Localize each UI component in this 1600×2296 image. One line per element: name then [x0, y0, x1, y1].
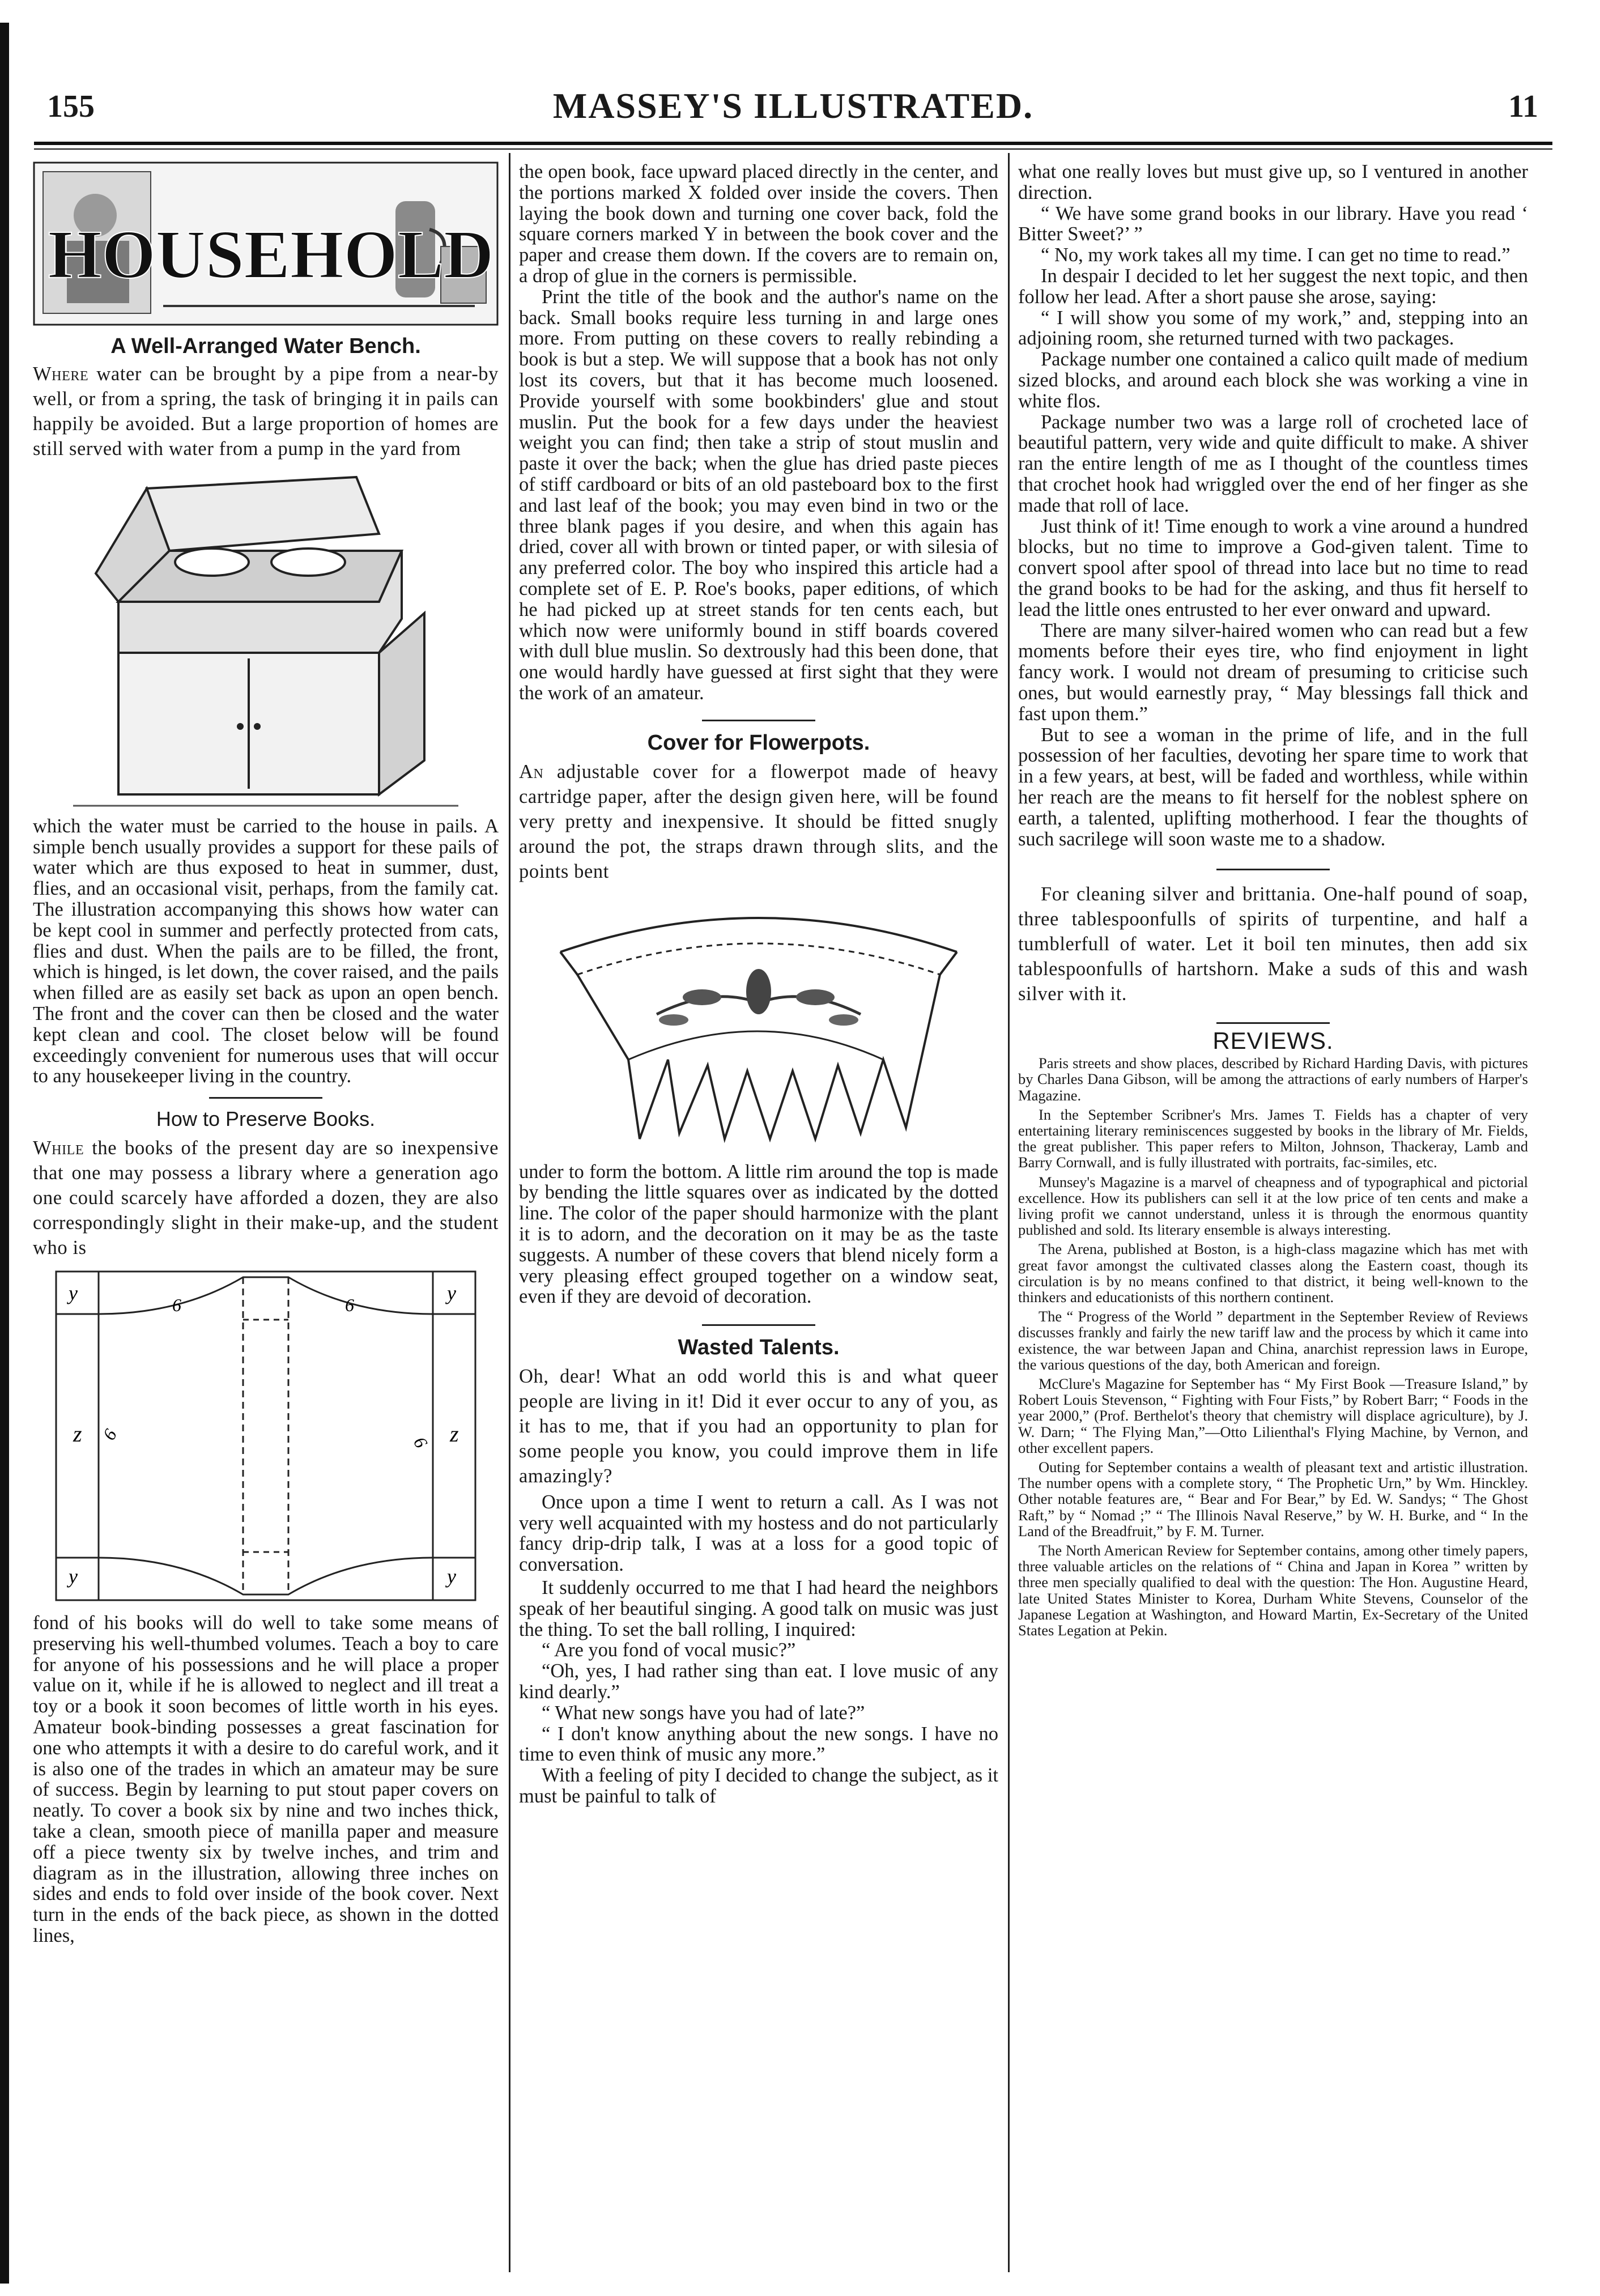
water-bench-paragraph-1: Where water can be brought by a pipe from a near-by well, or from a spring, the task of bringing it in pails can happily be avoided. But a large proportion of homes are still served with water from a pump in the yard from	[33, 363, 499, 460]
diagram-label-y: y	[447, 1281, 456, 1304]
wasted-paragraph-5: “Oh, yes, I had rather sing than eat. I love music of any kind dearly.”	[519, 1660, 998, 1703]
wasted-paragraph-16: Just think of it! Time enough to work a vine around a hundred blocks, but no time to improve a God-given talent. Time to convert spool after spool of thread into lace but no time to read the grand books to be had for the asking, and thus fit herself to lead the little ones entrusted to her ever onward and upward.	[1018, 515, 1528, 620]
heading-wasted-talents: Wasted Talents.	[678, 1336, 840, 1360]
review-review-of-reviews: The “ Progress of the World ” department in the September Review of Reviews discusses frankly and fairly the new tariff law and the process by which it came into existence, the war between Japan and China, anarchist repression laws in Europe, the various questions of the day, both American and foreign.	[1018, 1308, 1528, 1373]
diagram-label-y: y	[69, 1281, 78, 1304]
heading-water-bench: A Well-Arranged Water Bench.	[110, 334, 421, 358]
page-header	[42, 85, 1544, 136]
review-arena: The Arena, published at Boston, is a high-class magazine which has met with great favor amongst the cultivated classes along the Eastern coast, though its circulation is by no means confined to that district, it being well-known to the thinkers and educationists of this northern continent.	[1018, 1240, 1528, 1306]
review-harpers: Paris streets and show places, described by Richard Harding Davis, with pictures by Charles Dana Gibson, will be among the attractions of early numbers of Harper's Magazine.	[1018, 1055, 1528, 1104]
wasted-paragraph-1: Oh, dear! What an odd world this is and what queer people are living in it! Did it ever occur to any of you, as it has to me, that if you had an opportunity to plan for some people you know, you could improve them in life amazingly?	[519, 1365, 998, 1487]
review-scribners: In the September Scribner's Mrs. James T. Fields has a chapter of very entertaining literary reminiscences suggested by books in the library of Mr. Fields, the great publisher. This paper refers to Milton, Johnson, Thackeray, Lamb and Barry Cornwall, and is fully illustrated with portraits, fac-similes, etc.	[1018, 1106, 1528, 1171]
column-divider	[1008, 153, 1010, 2272]
wasted-paragraph-4: “ Are you fond of vocal music?”	[542, 1639, 796, 1661]
wasted-paragraph-14: Package number one contained a calico quilt made of medium sized blocks, and around each block she was working a vine in white flos.	[1018, 348, 1528, 412]
heading-preserve-books: How to Preserve Books.	[156, 1107, 376, 1131]
heading-reviews: REVIEWS.	[1212, 1027, 1334, 1055]
heading-flowerpots: Cover for Flowerpots.	[647, 730, 870, 755]
diagram-label-y: y	[69, 1564, 78, 1588]
wasted-paragraph-17: There are many silver-haired women who can read but a few moments before their eyes tire, who find enjoyment in light fancy work. I would not dream of presuming to criticise such ones, but would earnestly pray, “ May blessings fall thick and fast upon them.”	[1018, 619, 1528, 725]
section-rule	[209, 1097, 322, 1099]
books-paragraph-2: fond of his books will do well to take some means of preserving his well-thumbed volumes. Teach a boy to care for anyone of his possessions and he will place a proper value on it, while if he is allowed to neglect and ill treat a toy or a book it soon becomes of little worth in his eyes. Amateur book-binding possesses a great fascination for one who attempts it with a desire to do careful work, and it is also one of the trades in which an amateur may be sure of success. Begin by learning to put stout paper covers on neatly. To cover a book six by nine and two inches thick, take a clean, smooth piece of manilla paper and measure off a piece twenty six by twelve inches, and trim and diagram as in the illustration, allowing three inches on sides and ends to fold over inside of the book cover. Next turn in the ends of the back piece, as shown in the dotted lines,	[33, 1612, 499, 1946]
wasted-paragraph-11: “ No, my work takes all my time. I can get no time to read.”	[1041, 244, 1510, 266]
column-divider	[509, 153, 510, 2272]
flowerpot-cover-illustration	[543, 890, 974, 1156]
wasted-paragraph-3: It suddenly occurred to me that I had heard the neighbors speak of her beautiful singing. A good talk on music was just the thing. To set the ball rolling, I inquired:	[519, 1577, 998, 1640]
section-rule	[1216, 869, 1330, 870]
section-rule	[702, 1324, 815, 1326]
review-north-american: The North American Review for September contains, among other timely papers, three valuable articles on the relations of “ China and Japan in Korea ” written by three men specially qualified to deal with the question: The Hon. Augustine Heard, late United States Minister to Korea, Durham White Stevens, Counselor of the Japanese Legation at Washington, and Howard Martin, Ex-Secretary of the United States Legation at Pekin.	[1018, 1541, 1528, 1639]
flowerpot-paragraph-1: An adjustable cover for a flowerpot made of heavy cartridge paper, after the design given here, will be found very pretty and inexpensive. It should be fitted snugly around the pot, the straps drawn through slits, and the points bent	[519, 760, 998, 882]
wasted-paragraph-7: “ I don't know anything about the new songs. I have no time to even think of music any more.”	[519, 1723, 998, 1766]
section-rule	[1216, 1022, 1330, 1024]
wasted-paragraph-2: Once upon a time I went to return a call. As I was not very well acquainted with my hostess and do not particularly fancy drip-drip talk, I was at a loss for a good topic of conversation.	[519, 1491, 998, 1576]
silver-cleaning-note: For cleaning silver and brittania. One-half pound of soap, three tablespoonfulls of spirits of turpentine, and half a tumblerfull of water. Let it boil ten minutes, then add six tablespoonfulls of hartshorn. Make a suds of this and wash silver with it.	[1018, 883, 1528, 1005]
book-cover-diagram	[50, 1266, 481, 1606]
wasted-paragraph-15: Package number two was a large roll of crocheted lace of beautiful pattern, very wide and quite difficult to make. A shiver ran the entire length of me as I thought of the countless times that crochet hook had wriggled over the end of her finger as she made that roll of lace.	[1018, 411, 1528, 516]
column-3	[1018, 161, 1528, 1638]
review-outing: Outing for September contains a wealth of pleasant text and artistic illustration. The number opens with a complete story, “ The Prophetic Urn,” by Wm. Hinckley. Other notable features are, “ Bear and For Bear,” by Ed. W. Sandys; “ The Ghost Raft,” by “ Nomad ;” “ The Illinois Naval Reserve,” by W. H. Burke, and “ In the Land of the Breadfruit,” by F. M. Turner.	[1018, 1458, 1528, 1540]
column-2	[519, 161, 998, 1807]
wasted-paragraph-8: With a feeling of pity I decided to change the subject, as it must be painful to talk of	[519, 1764, 998, 1808]
section-rule	[702, 720, 815, 721]
wasted-paragraph-6: “ What new songs have you had of late?”	[542, 1702, 865, 1724]
diagram-label-z: z	[450, 1421, 459, 1447]
household-banner-illustration	[33, 161, 499, 326]
diagram-label-y: y	[447, 1564, 456, 1588]
books-paragraph-3: the open book, face upward placed directly in the center, and the portions marked X folded over inside the covers. Then laying the book down and turning one cover back, fold the square corners marked Y in between the book cover and the paper and crease them down. If the covers are to remain on, a drop of glue in the corners is permissible.	[519, 161, 998, 287]
water-bench-illustration	[62, 466, 470, 811]
diagram-label-6: 6	[409, 1433, 432, 1452]
wasted-paragraph-18: But to see a woman in the prime of life, and in the full possession of her faculties, devoting her spare time to work that in a few years, at best, will be faded and worthless, while within her reach are the means to fit herself for the noblest sphere on earth, a talented, uplifting motherhood. I fear the thoughts of such sacrilege will soon waste me to a shadow.	[1018, 724, 1528, 850]
household-banner-text: HOUSEHOLD	[48, 216, 494, 293]
header-rule-thin	[34, 148, 1552, 150]
flowerpot-paragraph-2: under to form the bottom. A little rim around the top is made by bending the little squares over as indicated by the dotted line. The color of the paper should harmonize with the plant it is to adorn, and the decoration on it may be as the taste suggests. A number of these covers that blend nicely form a very pleasing effect grouped together on a window seat, even if they are devoid of decoration.	[519, 1160, 998, 1308]
header-rule	[34, 142, 1552, 145]
wasted-paragraph-9: what one really loves but must give up, so I ventured in another direction.	[1018, 161, 1528, 203]
wasted-paragraph-12: In despair I decided to let her suggest the next topic, and then follow her lead. After a short pause she arose, saying:	[1018, 265, 1528, 308]
diagram-label-6: 6	[172, 1294, 181, 1315]
wasted-paragraph-13: “ I will show you some of my work,” and, stepping into an adjoining room, she returned turned with two packages.	[1018, 307, 1528, 350]
diagram-label-z: z	[73, 1421, 82, 1447]
diagram-label-6: 6	[98, 1425, 121, 1444]
page-binding-edge	[0, 23, 9, 2284]
column-1	[33, 161, 499, 1946]
publication-title: MASSEY'S ILLUSTRATED.	[552, 86, 1034, 126]
books-paragraph-1: While the books of the present day are so inexpensive that one may possess a library where a generation ago one could scarcely have afforded a dozen, they are also correspondingly slight in their make-up, and the student who is	[33, 1137, 499, 1258]
page-number-left: 155	[47, 89, 95, 124]
reviews-list	[1018, 1055, 1528, 1638]
books-paragraph-4: Print the title of the book and the author's name on the back. Small books require less turning in and large ones more. From putting on these covers to really rebinding a book is but a step. We will suppose that a book has not only lost its covers, but that it has become much loosened. Provide yourself with some bookbinders' glue and stout muslin. Put the book for a few days under the heaviest weight you can find; then take a strip of stout muslin and paste it over the back; when the glue has dried paste pieces of stiff cardboard or bits of an old pasteboard box to the first and last leaf of the book; you may even bind in two or the three blank pages if you desire, and when this again has dried, cover all with brown or tinted paper, or with silesia of any preferred color. The boy who inspired this article had a complete set of E. P. Roe's books, paper editions, of which he had picked up at street stands for ten cents each, but which now were uniformly bound in stiff boards covered with dull blue muslin. So dextrously had this been done, that one would hardly have guessed at first sight that they were the work of an amateur.	[519, 286, 998, 704]
review-mcclures: McClure's Magazine for September has “ My First Book —Treasure Island,” by Robert Louis Stevenson, “ Fighting with Four Fists,” by Robert Barr; “ Foods in the year 2000,” (Prof. Berthelot's theory that chemistry will displace agriculture), by J. W. Darn; “ The Flying Man,”—Otto Lilienthal's Flying Machine, by Vernon, and other excellent papers.	[1018, 1375, 1528, 1456]
diagram-label-6: 6	[345, 1294, 354, 1315]
wasted-paragraph-10: “ We have some grand books in our library. Have you read ‘ Bitter Sweet?’ ”	[1018, 202, 1528, 245]
water-bench-paragraph-2: which the water must be carried to the house in pails. A simple bench usually provides a support for these pails of water which are thus exposed to heat in summer, dust, flies, and an occasional visit, perhaps, from the family cat. The illustration accompanying this shows how water can be kept cool in summer and perfectly protected from cats, flies and dust. When the pails are to be filled, the front, which is hinged, is let down, the cover raised, and the pails when filled are as easily set back as upon an open bench. The front and the cover can then be closed and the water kept clean and cool. The closet below will be found exceedingly convenient for numerous uses that will occur to any housekeeper living in the country.	[33, 815, 499, 1087]
review-munseys: Munsey's Magazine is a marvel of cheapness and of typographical and pictorial excellence. How its publishers can sell it at the low price of ten cents and make a living profit we cannot understand, unless it is through the enormous quantity published and sold. Its literary ensemble is always interesting.	[1018, 1173, 1528, 1239]
page-number-right: 11	[1508, 89, 1538, 124]
